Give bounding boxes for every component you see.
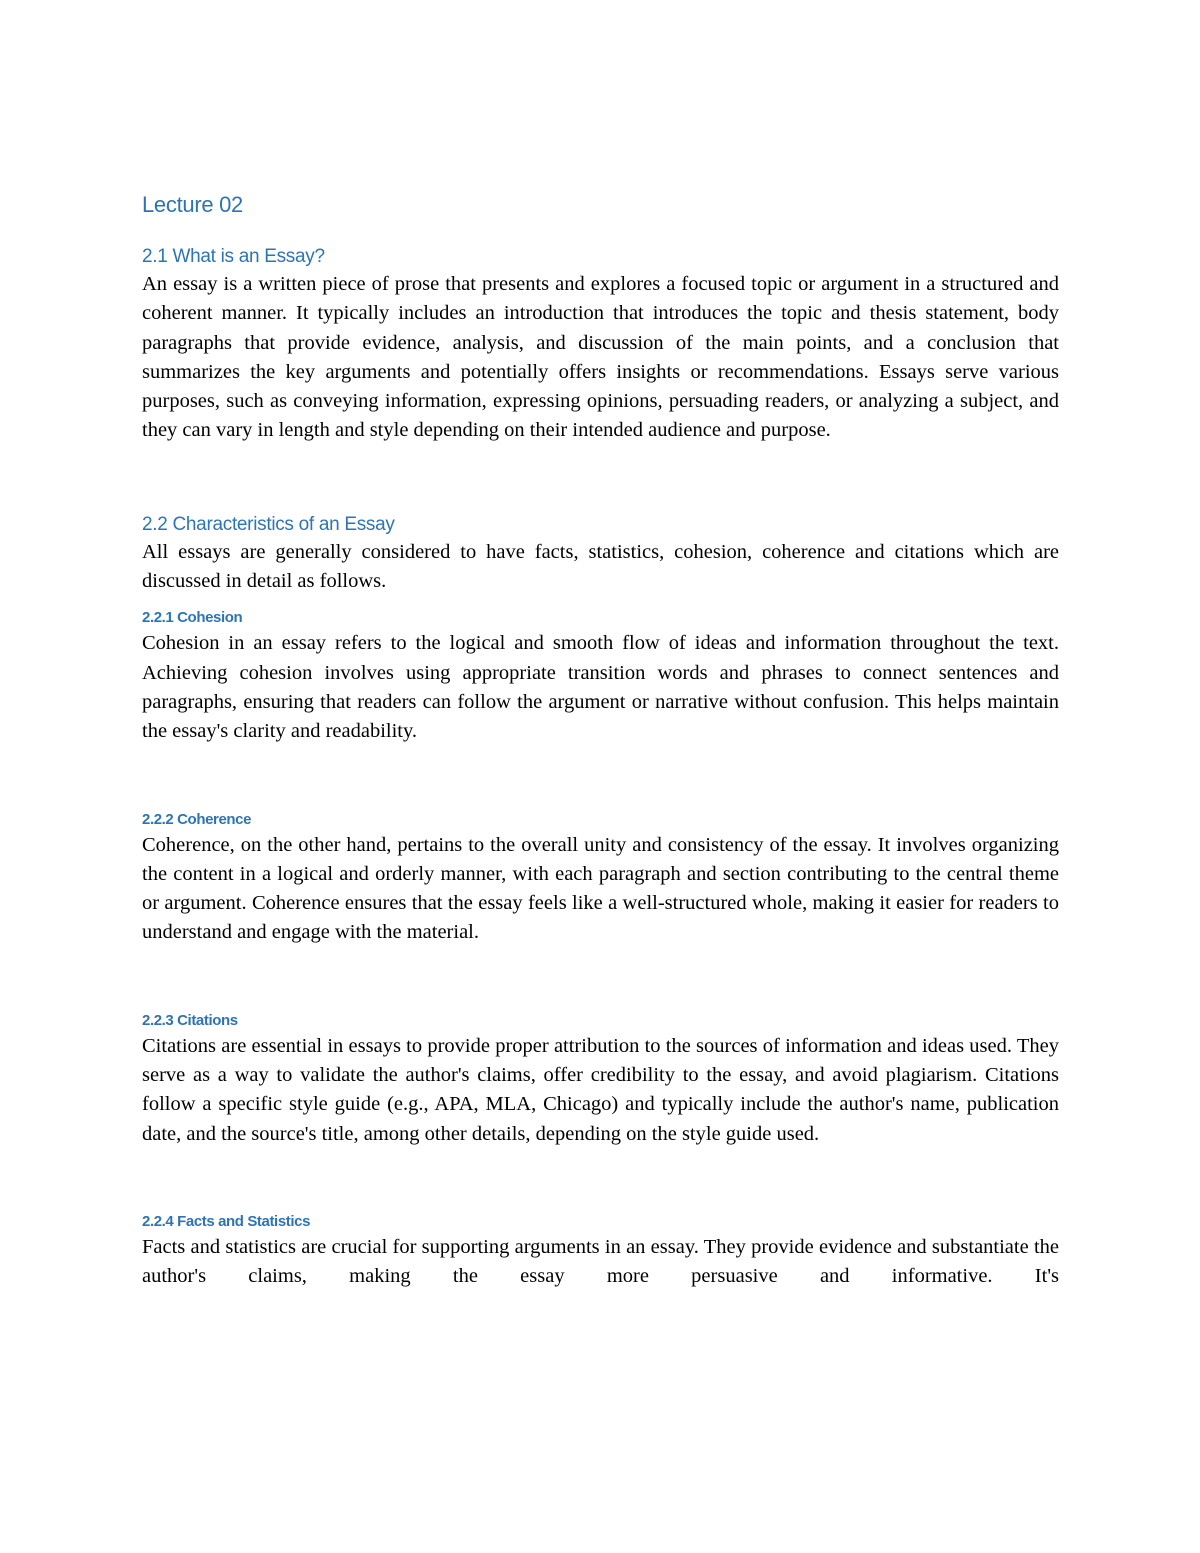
document-page <box>142 190 1059 1292</box>
section-body-coherence: Coherence, on the other hand, pertains to the overall unity and consistency of the essay. It involves organizing the content in a logical and orderly manner, with each paragraph and section contributing to the central theme or argument. Coherence ensures that the essay feels like a well-structured whole, making it easier for readers to understand and engage with the material. <box>142 833 1059 944</box>
section-body-citations: Citations are essential in essays to provide proper attribution to the sources of information and ideas used. They serve as a way to validate the author's claims, offer credibility to the essay, and avoid plagiarism. Citations follow a specific style guide (e.g., APA, MLA, Chicago) and typically include the author's name, publication date, and the source's title, among other details, depending on the style guide used. <box>142 1034 1059 1145</box>
section-heading-citations: 2.2.3 Citations <box>142 1011 238 1029</box>
section-body-cohesion: Cohesion in an essay refers to the logical and smooth flow of ideas and information throughout the text. Achieving cohesion involves using appropriate transition words and phrases to connect sentences and paragraphs, ensuring that readers can follow the argument or narrative without confusion. This helps maintain the essay's clarity and readability. <box>142 632 1059 743</box>
section-body-characteristics: All essays are generally considered to have facts, statistics, cohesion, coherence and citations which are discussed in detail as follows. <box>142 540 1059 593</box>
lecture-title: Lecture 02 <box>142 192 243 217</box>
section-heading-characteristics: 2.2 Characteristics of an Essay <box>142 513 395 535</box>
section-heading-what-is-essay: 2.1 What is an Essay? <box>142 246 325 267</box>
section-body-what-is-essay: An essay is a written piece of prose that presents and explores a focused topic or argument in a structured and coherent manner. It typically includes an introduction that introduces the topic and thesis statement, body paragraphs that provide evidence, analysis, and discussion of the main points, and a conclusion that summarizes the key arguments and potentially offers insights or recommendations. Essays serve various purposes, such as conveying information, expressing opinions, persuading readers, or analyzing a subject, and they can vary in length and style depending on their intended audience and purpose. <box>142 273 1059 442</box>
section-heading-cohesion: 2.2.1 Cohesion <box>142 609 243 627</box>
section-heading-facts-statistics: 2.2.4 Facts and Statistics <box>142 1212 311 1230</box>
section-heading-coherence: 2.2.2 Coherence <box>142 810 252 828</box>
section-body-facts-statistics: Facts and statistics are crucial for supporting arguments in an essay. They provide evidence and substantiate the author's claims, making the essay more persuasive and informative. It's <box>142 1235 1059 1288</box>
